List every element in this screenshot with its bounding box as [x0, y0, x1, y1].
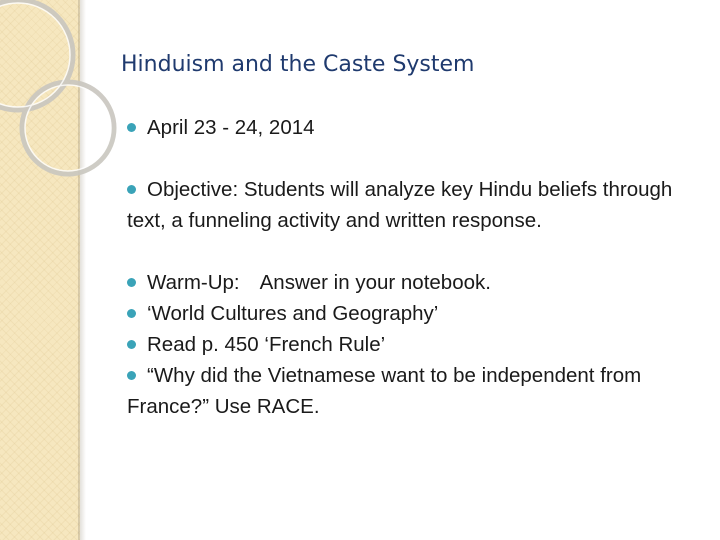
- bullet-dot: [127, 278, 136, 287]
- bullet-reading: [127, 329, 712, 360]
- slide-title: Hinduism and the Caste System: [121, 52, 475, 77]
- bullet-text: “Why did the Vietnamese want to be independent from France?” Use RACE.: [127, 364, 642, 418]
- spacer: [127, 143, 712, 174]
- ring-bottom-highlight: [25, 85, 111, 171]
- bullet-dot: [127, 340, 136, 349]
- decorative-rings: [0, 0, 140, 220]
- bullet-date: [127, 112, 712, 143]
- bullet-text: April 23 - 24, 2014: [147, 116, 315, 139]
- bullet-question: [127, 360, 712, 422]
- bullet-dot: [127, 185, 136, 194]
- bullet-warm-up: [127, 267, 712, 298]
- slide-content: [127, 112, 712, 422]
- bullet-text: Objective: Students will analyze key Hindu beliefs through text, a funneling activity and written response.: [127, 178, 673, 232]
- bullet-dot: [127, 309, 136, 318]
- bullet-textbook: [127, 298, 712, 329]
- bullet-objective: [127, 174, 712, 236]
- ring-bottom: [22, 82, 114, 174]
- bullet-dot: [127, 371, 136, 380]
- bullet-dot: [127, 123, 136, 132]
- bullet-label: Warm-Up:: [147, 271, 240, 294]
- bullet-text: ‘World Cultures and Geography’: [147, 302, 439, 325]
- spacer: [127, 236, 712, 267]
- bullet-text: Answer in your notebook.: [259, 271, 491, 294]
- bullet-text: Read p. 450 ‘French Rule’: [147, 333, 386, 356]
